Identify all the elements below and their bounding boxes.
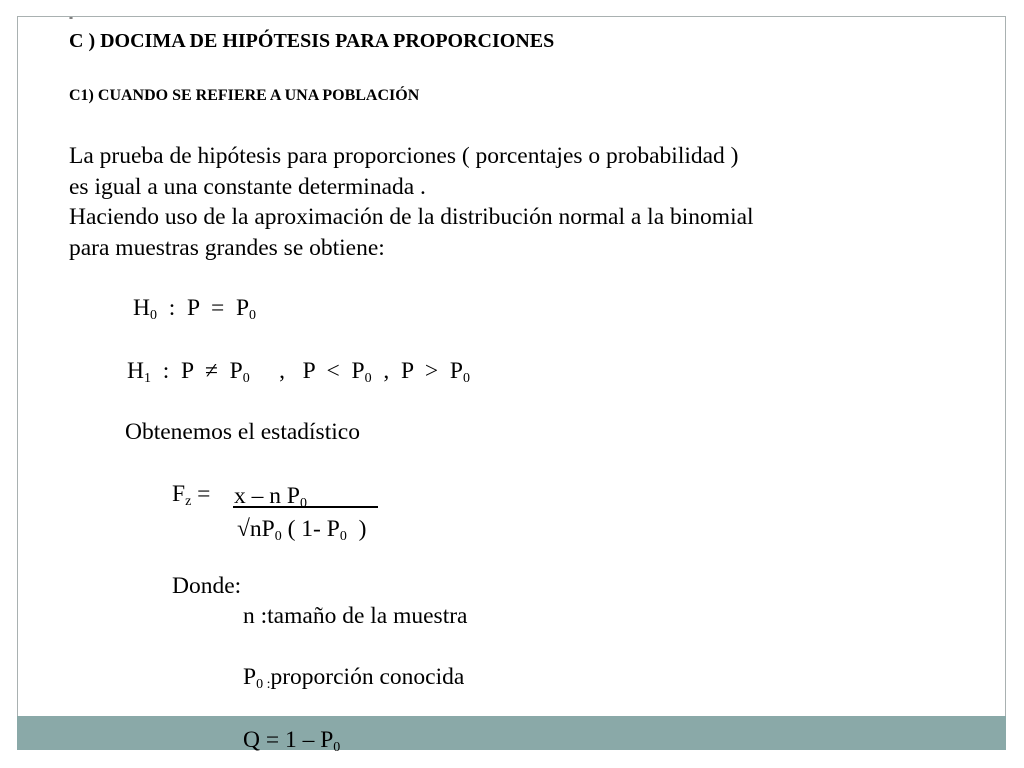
alternative-hypothesis: $H_1$ : $P \ne P_0$ , $P < P_0$ , $P > P_0$: [127, 358, 470, 386]
slide-subtitle: C1) CUANDO SE REFIERE A UNA POBLACIÓN: [69, 87, 420, 104]
slide-dash: -: [69, 10, 73, 24]
definition-n: n :tamaño de la muestra: [243, 603, 468, 629]
paragraph-line: es igual a una constante determinada .: [69, 173, 426, 200]
null-hypothesis: $H_0$ : $P = P_0$: [133, 295, 257, 323]
obtain-statistic-text: Obtenemos el estadístico: [125, 419, 360, 445]
donde-label: Donde:: [172, 573, 242, 599]
slide-footer-bar: [17, 716, 1006, 750]
paragraph-line: para muestras grandes se obtiene:: [69, 234, 385, 261]
formula-lhs: $F_z$ =: [172, 481, 211, 509]
paragraph-line: Haciendo uso de la aproximación de la distribución normal a la binomial: [69, 204, 754, 230]
formula-denominator: $√nP_0$ ( 1- $P_0$ ): [237, 516, 367, 544]
intro-paragraph: [69, 141, 969, 263]
fraction-bar: [233, 506, 378, 508]
paragraph-line: La prueba de hipótesis para proporciones ( porcentajes o probabilidad ): [69, 143, 739, 169]
formula-numerator: x – n $P_0$: [234, 483, 307, 511]
definition-q: $Q = 1 - P_0$: [243, 727, 341, 755]
definition-p0: $P_{0 :}proporción$ conocida: [243, 664, 465, 692]
slide-title: C ) DOCIMA DE HIPÓTESIS PARA PROPORCIONES: [69, 30, 555, 52]
